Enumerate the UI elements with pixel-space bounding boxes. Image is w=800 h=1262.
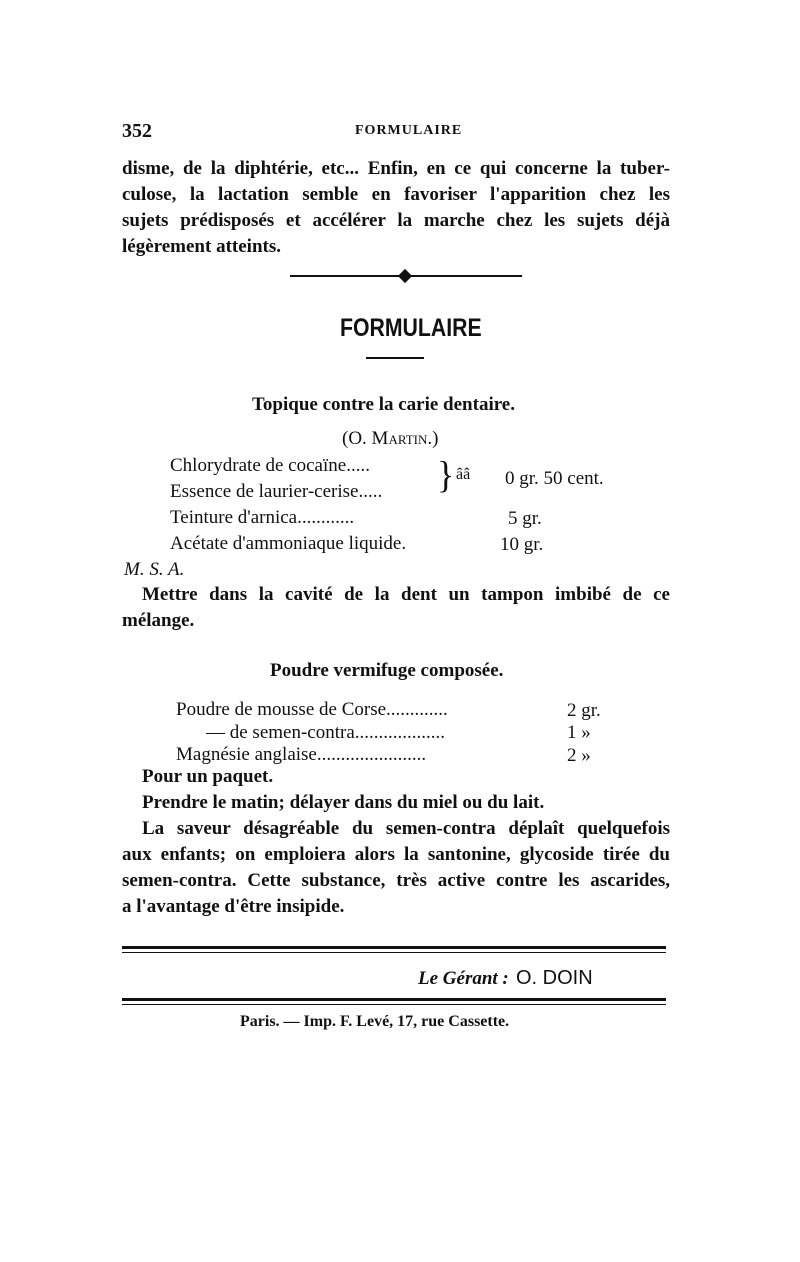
ingredient-name: Teinture d'arnica............ bbox=[170, 507, 355, 528]
recipe1-instructions bbox=[122, 582, 670, 634]
imprint-rule-thick bbox=[122, 998, 666, 1001]
ingredient-qty: 5 gr. bbox=[508, 508, 542, 529]
brace-quantity: 0 gr. 50 cent. bbox=[505, 468, 604, 489]
ingredient-qty: 2 gr. bbox=[567, 700, 601, 721]
footer-rule-thin bbox=[122, 952, 666, 953]
paragraph-line: semen-contra. Cette substance, très active contre les ascarides, bbox=[122, 870, 670, 891]
diamond-ornament bbox=[398, 269, 412, 283]
paragraph-line: aux enfants; on emploiera alors la santonine, glycoside tirée du bbox=[122, 844, 670, 865]
gerant-label: Le Gérant : bbox=[418, 968, 509, 989]
gerant-name: O. DOIN bbox=[516, 967, 593, 989]
ingredient-qty: 1 » bbox=[567, 722, 591, 743]
ingredient-qty: 10 gr. bbox=[500, 534, 544, 555]
recipe1-author: (O. Martin.) bbox=[342, 428, 439, 449]
footer-rule-thick bbox=[122, 946, 666, 949]
ingredient-name: Acétate d'ammoniaque liquide. bbox=[170, 533, 407, 554]
brace-label: ââ bbox=[456, 466, 471, 483]
intro-paragraph bbox=[122, 156, 670, 260]
paragraph-line: a l'avantage d'être insipide. bbox=[122, 896, 345, 917]
ingredient-name: Magnésie anglaise....................... bbox=[176, 744, 427, 765]
note-line: Pour un paquet. bbox=[142, 766, 274, 787]
msa-note: M. S. A. bbox=[124, 559, 185, 580]
intro-line: légèrement atteints. bbox=[122, 236, 281, 257]
recipe2-title: Poudre vermifuge composée. bbox=[270, 660, 504, 681]
instruction-line: Mettre dans la cavité de la dent un tampon imbibé de ce bbox=[142, 584, 670, 605]
imprint: Paris. — Imp. F. Levé, 17, rue Cassette. bbox=[240, 1013, 510, 1030]
recipe2-paragraph bbox=[122, 816, 670, 920]
intro-line: culose, la lactation semble en favoriser l'apparition chez les bbox=[122, 184, 670, 205]
paragraph-line: La saveur désagréable du semen-contra déplaît quelquefois bbox=[142, 818, 670, 839]
ingredient-name: Poudre de mousse de Corse............. bbox=[176, 699, 448, 720]
title-underline bbox=[366, 357, 424, 359]
ingredient-name: — de semen-contra................... bbox=[206, 722, 446, 743]
ornament-separator bbox=[290, 269, 522, 283]
running-title: FORMULAIRE bbox=[355, 123, 463, 138]
ingredient-name: Chlorydrate de cocaïne..... bbox=[170, 455, 370, 476]
intro-line: sujets prédisposés et accélérer la marche chez les sujets déjà bbox=[122, 210, 670, 231]
instruction-line: mélange. bbox=[122, 610, 195, 631]
note-line: Prendre le matin; délayer dans du miel ou du lait. bbox=[142, 792, 545, 813]
page-number: 352 bbox=[122, 120, 152, 142]
ingredient-name: Essence de laurier-cerise..... bbox=[170, 481, 383, 502]
intro-line: disme, de la diphtérie, etc... Enfin, en ce qui concerne la tuber- bbox=[122, 158, 670, 179]
ingredient-qty: 2 » bbox=[567, 745, 591, 766]
section-title: FORMULAIRE bbox=[340, 314, 482, 342]
recipe1-title: Topique contre la carie dentaire. bbox=[252, 394, 515, 415]
brace-mark: } bbox=[437, 454, 455, 496]
imprint-rule-thin bbox=[122, 1004, 666, 1005]
